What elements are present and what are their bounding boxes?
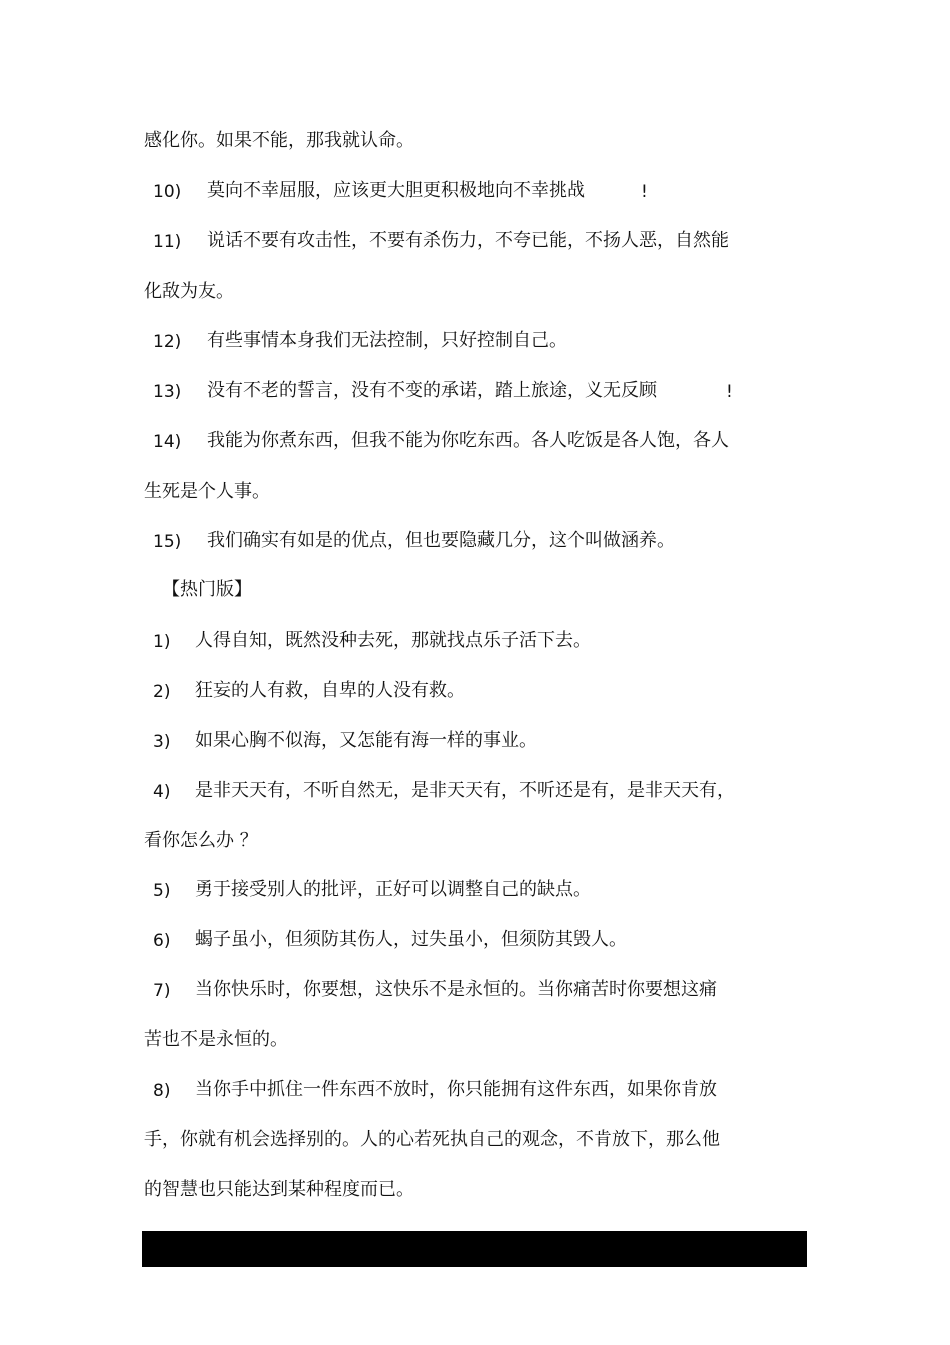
item-number: 2)	[153, 682, 171, 702]
item-number: 3)	[153, 732, 171, 752]
item-number: 11)	[153, 232, 182, 252]
item-number: 7)	[153, 981, 171, 1001]
item-number: 10)	[153, 182, 182, 202]
item-text-continued: 手，你就有机会选择别的。人的心若死执自己的观念，不肯放下，那么他	[144, 1129, 720, 1150]
item-tail: !	[641, 182, 648, 202]
item-text: 有些事情本身我们无法控制，只好控制自己。	[207, 330, 567, 351]
item-text: 人得自知，既然没种去死，那就找点乐子活下去。	[195, 630, 591, 651]
item-text-continued: 的智慧也只能达到某种程度而已。	[144, 1179, 414, 1200]
item-text: 当你快乐时，你要想，这快乐不是永恒的。当你痛苦时你要想这痛	[195, 979, 717, 1000]
item-number: 12)	[153, 332, 182, 352]
item-number: 14)	[153, 432, 182, 452]
item-text-continued: 生死是个人事。	[144, 481, 270, 502]
section-heading: 【热门版】	[162, 579, 252, 600]
item-text: 我们确实有如是的优点，但也要隐藏几分，这个叫做涵养。	[207, 530, 675, 551]
item-number: 4)	[153, 782, 171, 802]
item-text: 蝎子虽小，但须防其伤人，过失虽小，但须防其毁人。	[195, 929, 627, 950]
item-text-continued: 看你怎么办 ？	[144, 830, 258, 851]
item-text-continued: 化敌为友。	[144, 281, 234, 302]
continuation-line: 感化你。如果不能，那我就认命。	[144, 130, 414, 151]
item-text: 莫向不幸屈服，应该更大胆更积极地向不幸挑战	[207, 180, 585, 201]
item-number: 1)	[153, 632, 171, 652]
item-number: 15)	[153, 532, 182, 552]
item-text: 是非天天有，不听自然无，是非天天有，不听还是有，是非天天有，	[195, 780, 735, 801]
item-number: 6)	[153, 931, 171, 951]
item-text-continued: 苦也不是永恒的。	[144, 1029, 288, 1050]
item-text: 当你手中抓住一件东西不放时，你只能拥有这件东西，如果你肯放	[195, 1079, 717, 1100]
item-text: 狂妄的人有救，自卑的人没有救。	[195, 680, 465, 701]
item-text: 说话不要有攻击性，不要有杀伤力，不夸已能，不扬人恶，自然能	[207, 230, 729, 251]
item-text: 勇于接受别人的批评，正好可以调整自己的缺点。	[195, 879, 591, 900]
item-tail: !	[726, 382, 733, 402]
item-number: 5)	[153, 881, 171, 901]
footer-bar	[142, 1231, 807, 1267]
item-number: 13)	[153, 382, 182, 402]
item-text: 我能为你煮东西，但我不能为你吃东西。各人吃饭是各人饱，各人	[207, 430, 729, 451]
item-number: 8)	[153, 1081, 171, 1101]
item-text: 没有不老的誓言，没有不变的承诺，踏上旅途，义无反顾	[207, 380, 657, 401]
item-text: 如果心胸不似海，又怎能有海一样的事业。	[195, 730, 537, 751]
